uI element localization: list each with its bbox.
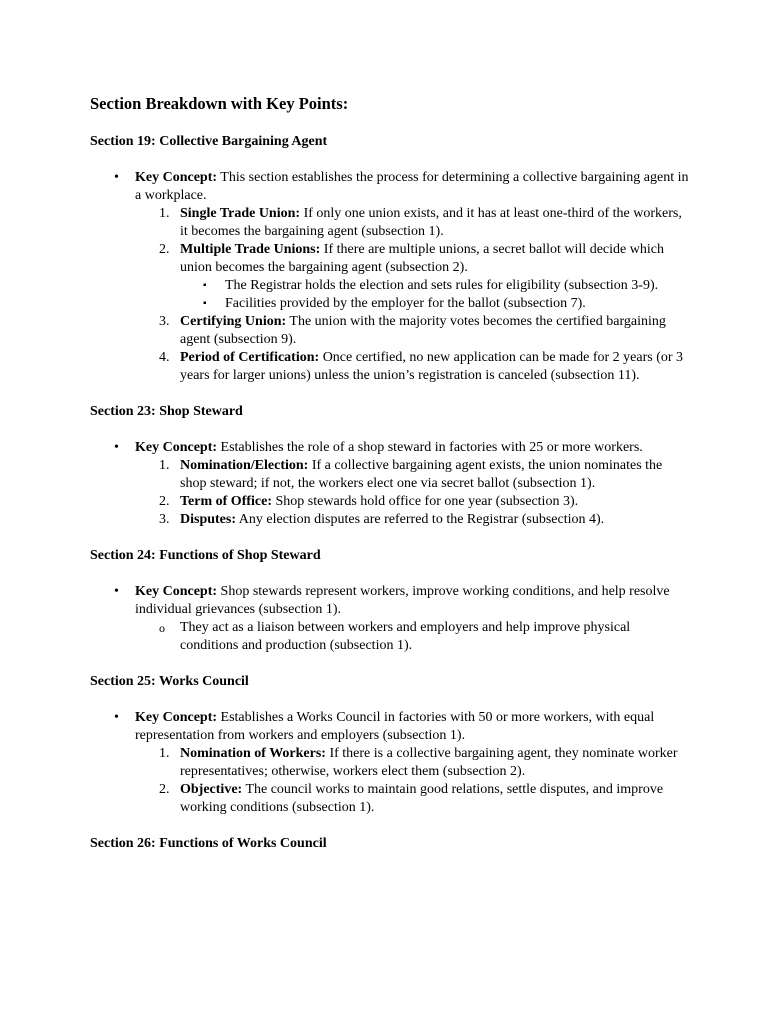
item-label: Period of Certification: (180, 350, 320, 365)
item-text: If there is a collective bargaining agent, they nominate worker representatives; otherwise, workers elect them (subsection 2). (180, 746, 678, 779)
item-number: 2. (159, 242, 170, 257)
item-text: If a collective bargaining agent exists, the union nominates the shop steward; if not, the workers elect one via secret ballot (subsection 1). (180, 458, 663, 491)
square-bullet-icon: ▪ (203, 280, 207, 291)
key-concept-item (90, 709, 690, 817)
sub-item-text: Facilities provided by the employer for the ballot (subsection 7). (225, 296, 586, 311)
item-text: Shop stewards hold office for one year (subsection 3). (272, 494, 579, 509)
item-text: Any election disputes are referred to the Registrar (subsection 4). (236, 512, 605, 527)
key-concept-label: Key Concept: (135, 440, 218, 455)
numbered-item (135, 205, 690, 241)
bullet-list (90, 709, 690, 817)
numbered-list (135, 457, 690, 529)
item-number: 1. (159, 458, 170, 473)
item-number: 3. (159, 314, 170, 329)
bullet-list (90, 439, 690, 529)
section-heading: Section 19: Collective Bargaining Agent (90, 134, 328, 149)
numbered-list (135, 745, 690, 817)
item-label: Disputes: (180, 512, 237, 527)
square-bullet-icon: ▪ (203, 298, 207, 309)
item-label: Objective: (180, 782, 243, 797)
item-number: 2. (159, 782, 170, 797)
key-concept-label: Key Concept: (135, 584, 218, 599)
key-concept-item (90, 439, 690, 529)
section-block (90, 835, 690, 853)
numbered-list (135, 205, 690, 385)
bullet-icon: • (114, 710, 119, 725)
bullet-list (90, 583, 690, 655)
section-heading: Section 26: Functions of Works Council (90, 836, 327, 851)
bullet-icon: • (114, 440, 119, 455)
key-concept-label: Key Concept: (135, 170, 218, 185)
numbered-item (135, 349, 690, 385)
key-concept-item (90, 169, 690, 385)
key-concept-text: Establishes a Works Council in factories with 50 or more workers, with equal representation from workers and employers (subsection 1). (135, 710, 655, 743)
sections-container (90, 133, 690, 853)
item-number: 3. (159, 512, 170, 527)
section-block (90, 547, 690, 655)
item-number: 2. (159, 494, 170, 509)
bullet-icon: • (114, 170, 119, 185)
square-bullet-list (180, 277, 690, 313)
sub-item (180, 295, 690, 313)
item-label: Nomination/Election: (180, 458, 309, 473)
section-heading: Section 25: Works Council (90, 674, 249, 689)
circle-bullet-list (135, 619, 690, 655)
item-label: Term of Office: (180, 494, 272, 509)
item-label: Multiple Trade Unions: (180, 242, 321, 257)
item-label: Single Trade Union: (180, 206, 301, 221)
section-block (90, 403, 690, 529)
section-heading: Section 24: Functions of Shop Steward (90, 548, 321, 563)
numbered-item (135, 511, 690, 529)
document-title: Section Breakdown with Key Points: (90, 94, 349, 113)
sub-item (180, 277, 690, 295)
numbered-item (135, 313, 690, 349)
item-text: The union with the majority votes becomes the certified bargaining agent (subsection 9). (180, 314, 666, 347)
item-label: Certifying Union: (180, 314, 287, 329)
item-label: Nomination of Workers: (180, 746, 326, 761)
sub-item-text: They act as a liaison between workers and employers and help improve physical conditions and production (subsection 1). (180, 620, 631, 653)
key-concept-text: This section establishes the process for determining a collective bargaining agent in a workplace. (135, 170, 689, 203)
key-concept-text: Establishes the role of a shop steward in factories with 25 or more workers. (217, 440, 643, 455)
sub-item (135, 619, 690, 655)
item-text: Once certified, no new application can be made for 2 years (or 3 years for larger unions) unless the union’s registration is canceled (subsection 11). (180, 350, 684, 383)
item-number: 1. (159, 206, 170, 221)
key-concept-text: Shop stewards represent workers, improve working conditions, and help resolve individual grievances (subsection 1). (135, 584, 670, 617)
circle-bullet-icon: o (159, 621, 165, 635)
item-text: If only one union exists, and it has at least one-third of the workers, it becomes the bargaining agent (subsection 1). (180, 206, 682, 239)
item-number: 1. (159, 746, 170, 761)
key-concept-label: Key Concept: (135, 710, 218, 725)
key-concept-item (90, 583, 690, 655)
numbered-item (135, 457, 690, 493)
item-text: If there are multiple unions, a secret ballot will decide which union becomes the bargaining agent (subsection 2). (180, 242, 664, 275)
numbered-item (135, 781, 690, 817)
section-block (90, 133, 690, 385)
bullet-list (90, 169, 690, 385)
section-heading: Section 23: Shop Steward (90, 404, 243, 419)
numbered-item (135, 493, 690, 511)
bullet-icon: • (114, 584, 119, 599)
document-content (90, 94, 690, 871)
section-block (90, 673, 690, 817)
numbered-item (135, 241, 690, 313)
sub-item-text: The Registrar holds the election and sets rules for eligibility (subsection 3-9). (225, 278, 659, 293)
numbered-item (135, 745, 690, 781)
item-text: The council works to maintain good relations, settle disputes, and improve working conditions (subsection 1). (180, 782, 664, 815)
item-number: 4. (159, 350, 170, 365)
